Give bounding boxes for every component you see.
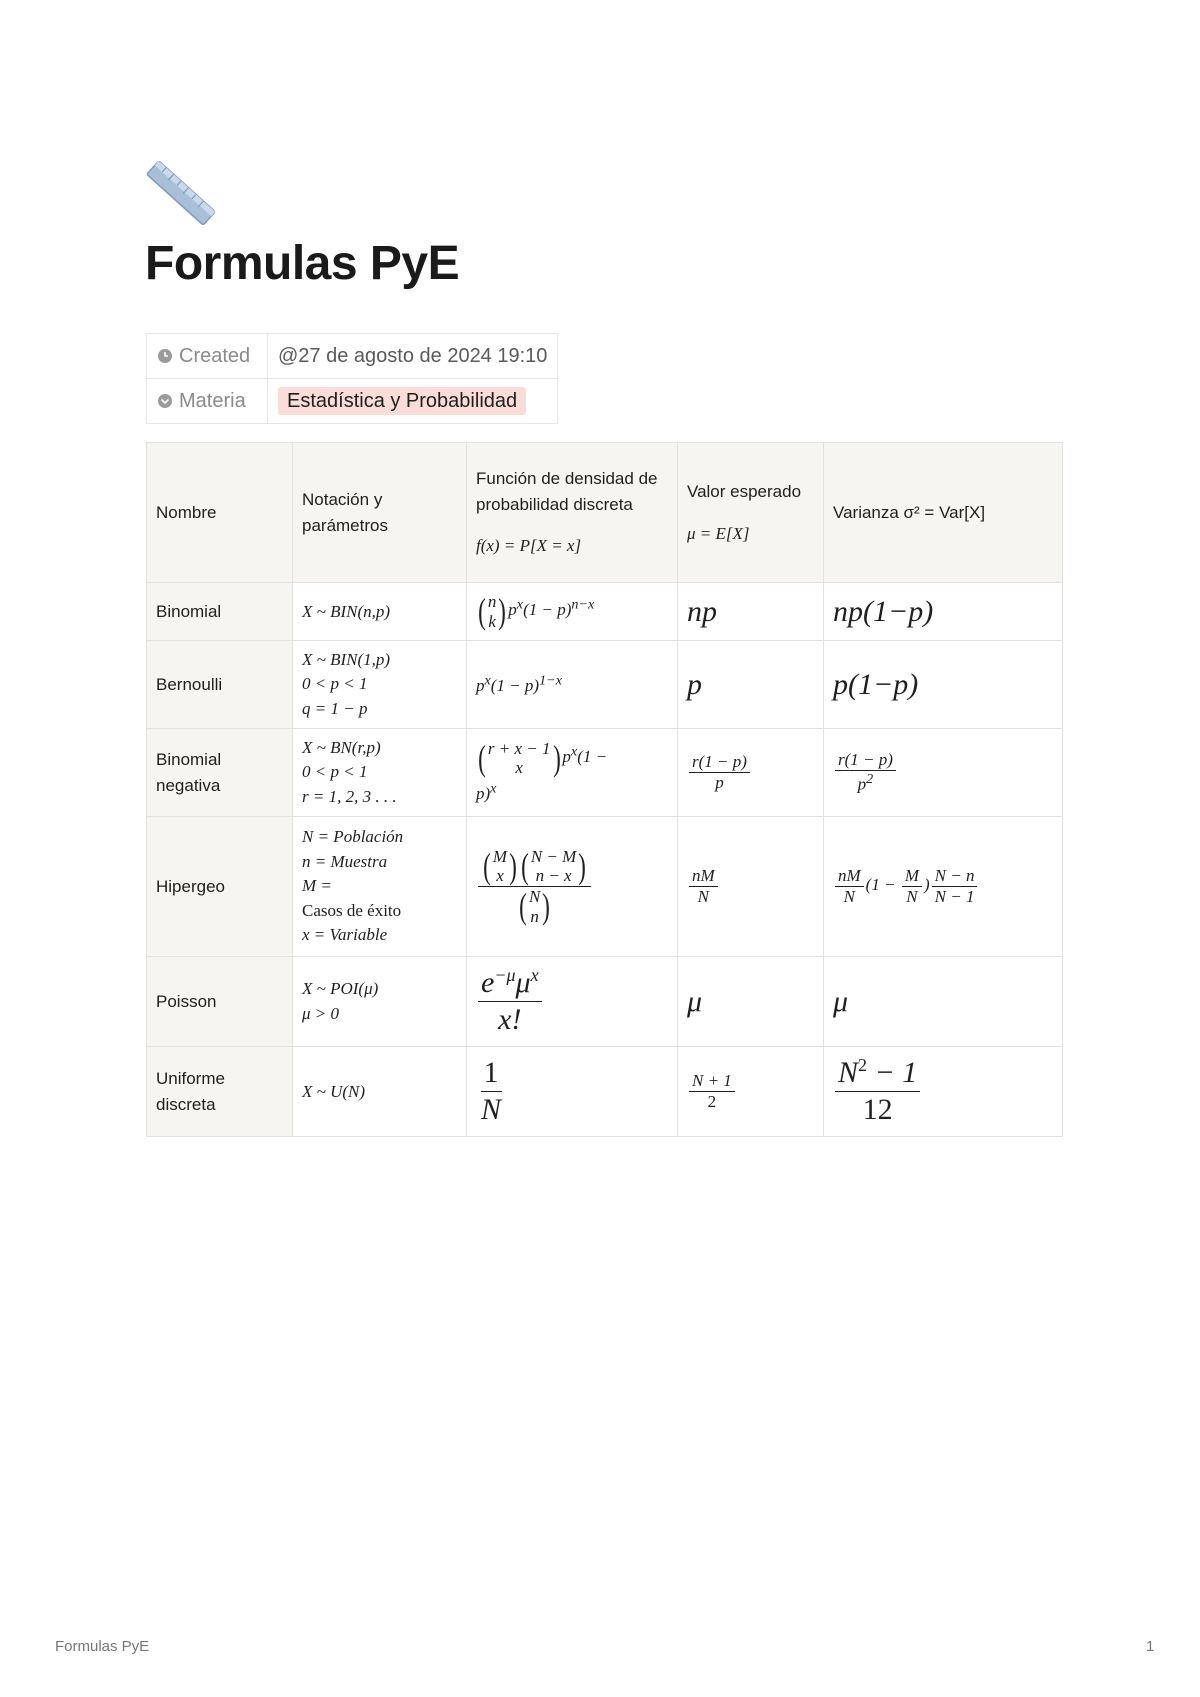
property-created [147,334,558,379]
table-row [147,817,1063,957]
header-funcion [467,443,678,583]
footer-title: Formulas PyE [55,1638,150,1655]
row-name: Binomial [147,583,293,641]
formulas-table [146,442,1063,1137]
variance-cell: np(1−p) [824,583,1063,641]
row-name: Uniforme discreta [147,1047,293,1137]
variance-cell: $\frac{r(1 - p)}{p^2}$ [824,729,1063,817]
row-name: Binomial negativa [147,729,293,817]
page-title: Formulas PyE [145,237,460,290]
row-name: Bernoulli [147,641,293,729]
table-header-row [147,443,1063,583]
density-cell: $\frac{1}{N}$ [467,1047,678,1137]
header-funcion-formula: f(x) = P[X = x] [476,536,582,556]
density-cell: ( M x ) ( N − M n − x ) ( N n ) [467,817,678,957]
notation-cell: X ~ BIN(1,p) 0 < p < 1 q = 1 − p [293,641,467,729]
density-cell: ( n k ) $p^x(1 - p)^{n-x}$ [467,583,678,641]
notation-cell: X ~ U(N) [293,1047,467,1137]
expected-cell: μ [678,957,824,1047]
density-cell: $p^x(1 - p)^{1-x}$ [467,641,678,729]
table-row [147,729,1063,817]
table-row [147,641,1063,729]
table-row [147,1047,1063,1137]
notation-cell: X ~ POI(μ) μ > 0 [293,957,467,1047]
notation-cell: X ~ BN(r,p) 0 < p < 1 r = 1, 2, 3 . . . [293,729,467,817]
property-name: Created [179,344,251,367]
header-valor-label: Valor esperado [687,482,802,501]
notation-cell: N = Población n = Muestra M = Casos de éxito x = Variable [293,817,467,957]
header-funcion-label: Función de densidad de probabilidad discreta [476,469,658,514]
header-varianza: Varianza σ² = Var[X] [824,443,1063,583]
header-nombre: Nombre [147,443,293,583]
expected-cell: $\frac{N + 1}{2}$ [678,1047,824,1137]
table-row [147,583,1063,641]
select-icon [157,393,173,409]
variance-cell: μ [824,957,1063,1047]
variance-cell: $\frac{nM}{N}$ (1 − $\frac{M}{N}$ ) $\frac{N - n}{N - 1}$ [824,817,1063,957]
clock-icon [157,348,173,364]
table-row [147,957,1063,1047]
expected-cell: np [678,583,824,641]
expected-cell: $\frac{nM}{N}$ [678,817,824,957]
expected-cell: $\frac{r(1 - p)}{p}$ [678,729,824,817]
variance-cell: $\frac{N^2 - 1}{12}$ [824,1047,1063,1137]
materia-tag[interactable]: Estadística y Probabilidad [278,387,526,415]
expected-cell: p [678,641,824,729]
notation-cell: X ~ BIN(n,p) [293,583,467,641]
header-valor [678,443,824,583]
property-materia [147,379,558,424]
properties-table [146,333,558,424]
footer-page-number: 1 [1146,1638,1155,1655]
ruler-icon [145,157,217,229]
row-name: Hipergeo [147,817,293,957]
property-name: Materia [179,389,246,412]
density-cell: ( r + x − 1 x ) $p^x(1$ − p)$^x$ [467,729,678,817]
row-name: Poisson [147,957,293,1047]
header-notacion: Notación y parámetros [293,443,467,583]
header-valor-formula: μ = E[X] [687,523,750,543]
variance-cell: p(1−p) [824,641,1063,729]
density-cell: $\frac{e^{-\mu}\mu^x}{x!}$ [467,957,678,1047]
created-value[interactable]: @27 de agosto de 2024 19:10 [268,334,558,379]
